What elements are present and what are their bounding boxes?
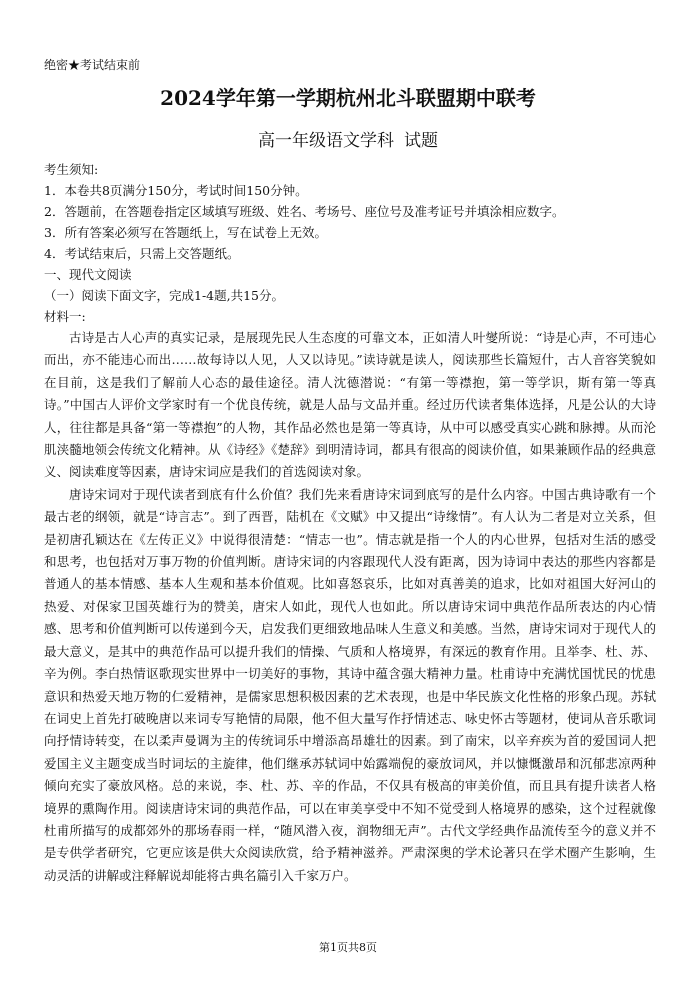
body-paragraph: 唐诗宋词对于现代读者到底有什么价值？我们先来看唐诗宋词到底写的是什么内容。中国古典诗歌有一个最古老的纲领，就是“诗言志”。到了西晋，陆机在《文赋》中又提出“诗缘情”。有人认为二者是对立关系，但是初唐孔颖达在《左传正义》中说得很清楚：“情志一也”。情志就是指一个人的内心世界，包括对生活的感受和思考，也包括对万事万物的价值判断。唐诗宋词的内容跟现代人没有距离，因为诗词中表达的那些内容都是普通人的基本情感、基本人生观和基本价值观。比如喜怒哀乐，比如对真善美的追求，比如对祖国大好河山的热爱、对保家卫国英雄行为的赞美，唐宋人如此，现代人也如此。所以唐诗宋词中典范作品所表达的内心情感、思考和价值判断可以传递到今天，启发我们更细致地品味人生意义和美感。当然，唐诗宋词对于现代人的最大意义，是其中的典范作品可以提升我们的情操、气质和人格境界，有深远的教育作用。且举李、杜、苏、辛为例。李白热情讴歌现实世界中一切美好的事物，其诗中蕴含强大精神力量。杜甫诗中充满忧国忧民的忧患意识和热爱天地万物的仁爱精神，是儒家思想积极因素的艺术表现，也是中华民族文化性格的形象凸现。苏轼在词史上首先打破晚唐以来词专写艳情的局限，他不但大量写作抒情述志、咏史怀古等题材，使词从音乐歌词向抒情诗转变，在以柔声曼调为主的传统词乐中增添高昂雄壮的因素。到了南宋，以辛弃疾为首的爱国词人把爱国主义主题变成当时词坛的主旋律，他们继承苏轼词中始露端倪的豪放词风，并以慷慨激昂和沉郁悲凉两种倾向充实了豪放风格。总的来说，李、杜、苏、辛的作品，不仅具有极高的审美价值，而且具有提升读者人格境界的熏陶作用。阅读唐诗宋词的典范作品，可以在审美享受中不知不觉受到人格境界的感染，这个过程就像杜甫所描写的成都郊外的那场春雨一样，“随风潜入夜，润物细无声”。古代文学经典作品流传至今的意义并不是专供学者研究，它更应该是供大众阅读欣赏，给予精神滋养。严肃深奥的学术论著只在学术圈产生影响，生动灵活的讲解或注释解说却能将古典名篇引入千家万户。 <box>44 486 656 883</box>
notice-item: 3．所有答案必须写在答题纸上，写在试卷上无效。 <box>44 225 327 240</box>
question-intro: （一）阅读下面文字，完成1-4题,共15分。 <box>44 288 285 303</box>
part-title: 一、现代文阅读 <box>44 267 132 282</box>
notice-item: 4．考试结束后，只需上交答题纸。 <box>44 246 240 261</box>
exam-body <box>44 159 656 887</box>
exam-title: 2024学年第一学期杭州北斗联盟期中联考 <box>160 86 536 110</box>
notice-item: 1．本卷共8页满分150分，考试时间150分钟。 <box>44 183 308 198</box>
notice-heading: 考生须知: <box>44 162 99 177</box>
notice-item: 2．答题前，在答题卷指定区域填写班级、姓名、考场号、座位号及准考证号并填涂相应数字。 <box>44 204 565 219</box>
material-label: 材料一: <box>44 309 86 324</box>
subtitle-subject: 高一年级语文学科 <box>258 131 394 151</box>
secret-mark: 绝密★考试结束前 <box>44 58 141 72</box>
exam-subtitle <box>0 130 696 152</box>
body-paragraph: 古诗是古人心声的真实记录，是展现先民人生态度的可靠文本，正如清人叶燮所说：“诗是心声，不可违心而出，亦不能违心而出……故每诗以人见，人又以诗见。”读诗就是读人，阅读那些长篇短什，古人音容笑貌如在目前，这是我们了解前人心态的最佳途径。清人沈德潜说：“有第一等襟抱，第一等学识，斯有第一等真诗。”中国古人评价文学家时有一个优良传统，就是人品与文品并重。经过历代读者集体选择，凡是公认的大诗人，往往都是具备“第一等襟抱”的人物，其作品必然也是第一等真诗，从中可以感受真实心跳和脉搏。从而沦肌浃髓地领会传统文化精神。从《诗经》《楚辞》到明清诗词，都具有很高的阅读价值，如果兼顾作品的经典意义、阅读难度等因素，唐诗宋词应是我们的首选阅读对象。 <box>44 330 656 480</box>
page-footer: 第1页共8页 <box>319 941 377 954</box>
subtitle-tail: 试题 <box>404 131 438 151</box>
